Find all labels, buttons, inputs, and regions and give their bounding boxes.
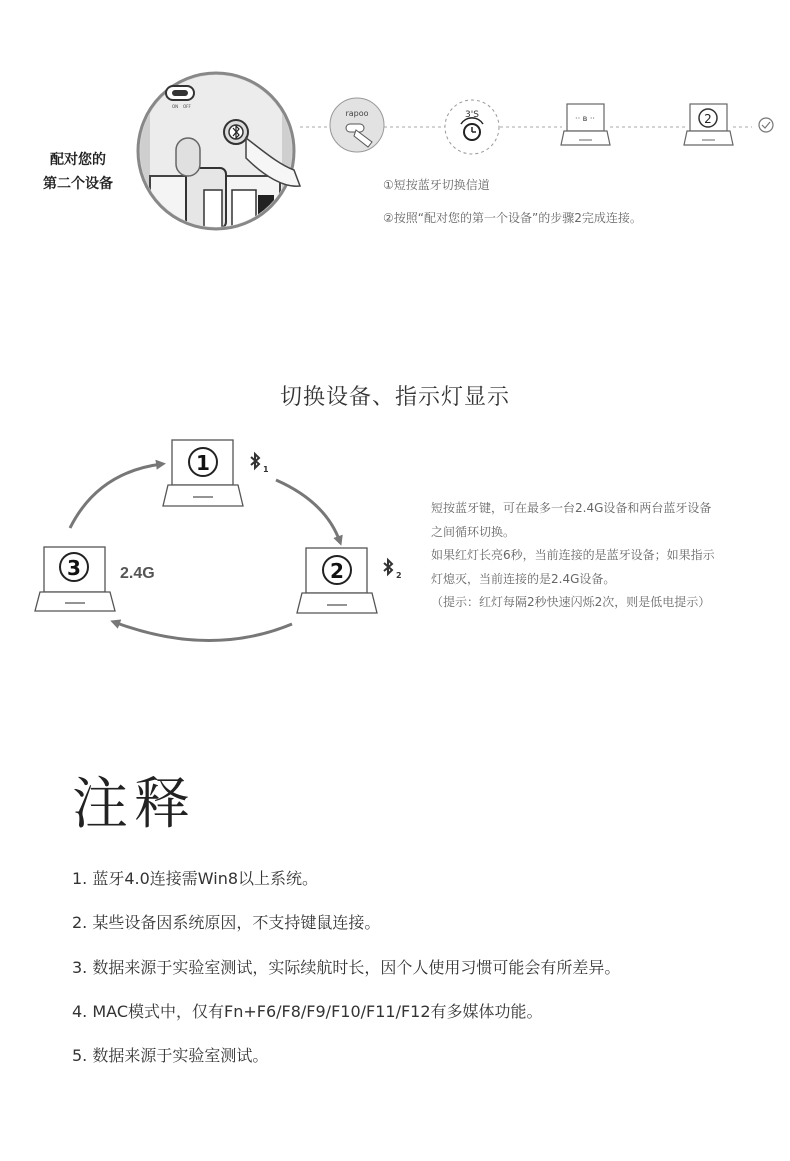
device-1-tag: 1 [263,465,269,474]
switching-description [431,497,781,615]
laptop-bluetooth-icon [561,104,610,145]
device-3-laptop [35,547,115,611]
notes-title: 注释 [72,772,196,837]
rapoo-mouse-icon [330,98,384,152]
device-2-number: 2 [330,559,344,583]
desc-line-4: 灯熄灭，当前连接的是2.4G设备。 [431,571,616,586]
switch-on-label: ON [172,104,179,109]
laptop-2-number: 2 [704,112,712,126]
device-1-laptop [163,440,243,506]
svg-text:·· ʙ ··: ·· ʙ ·· [575,114,595,123]
device-1-number: 1 [196,451,210,475]
device-3-number: 3 [67,556,81,580]
brand-logo: rapoo [345,109,369,118]
bluetooth-1-icon [251,454,269,474]
check-icon [759,118,773,132]
switching-title: 切换设备、指示灯显示 [279,385,510,410]
pairing-illustration [0,0,790,240]
pairing-label-line1: 配对您的 [50,152,106,168]
pairing-label-line2: 第二个设备 [43,176,113,192]
device-3-tag: 2.4G [120,565,155,582]
note-item: 5. 数据来源于实验室测试。 [72,1046,269,1065]
switching-diagram [0,430,430,650]
switch-off-label: OFF [183,104,191,109]
timer-icon [445,100,499,154]
desc-line-5: （提示：红灯每隔2秒快速闪烁2次，则是低电提示） [431,595,711,609]
laptop-2-icon [684,104,733,145]
mouse-closeup [128,60,310,240]
device-2-laptop [297,548,377,613]
timer-label: 3'S [465,110,479,120]
bluetooth-2-icon [384,560,402,580]
pairing-step-2: ②按照“配对您的第一个设备”的步骤2完成连接。 [383,211,642,225]
note-item: 4. MAC模式中，仅有Fn+F6/F8/F9/F10/F11/F12有多媒体功能。 [72,1002,543,1021]
pairing-step-1: ①短按蓝牙切换信道 [383,178,490,192]
desc-line-3: 如果红灯长亮6秒，当前连接的是蓝牙设备；如果指示 [431,548,715,562]
note-item: 2. 某些设备因系统原因，不支持键鼠连接。 [72,913,381,932]
desc-line-1: 短按蓝牙键，可在最多一台2.4G设备和两台蓝牙设备 [431,501,712,515]
device-2-tag: 2 [396,571,402,580]
note-item: 1. 蓝牙4.0连接需Win8以上系统。 [72,869,319,888]
note-item: 3. 数据来源于实验室测试，实际续航时长，因个人使用习惯可能会有所差异。 [72,958,621,977]
desc-line-2: 之间循环切换。 [431,524,516,539]
